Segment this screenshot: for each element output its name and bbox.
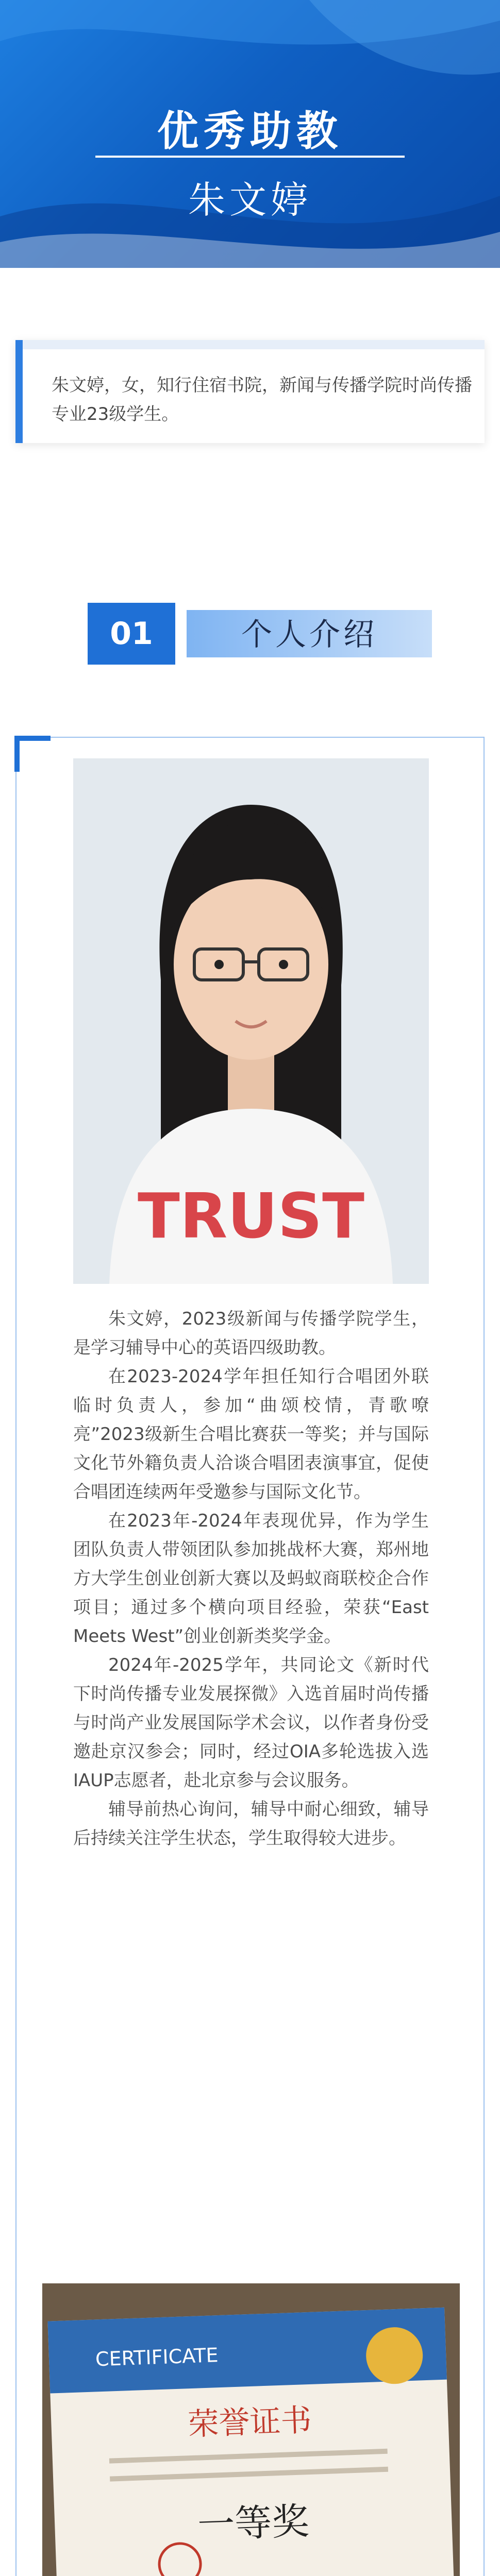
intro-paragraph: 2024年-2025学年，共同论文《新时代下时尚传播专业发展探微》入选首届时尚传播与时尚产业发展国际学术会议，以作者身份受邀赴京汉参会；同时，经过OIA多轮选拔入选IAUP志愿者，赴北京参与会议服务。 xyxy=(73,1655,429,1791)
certificate-photo xyxy=(42,2283,460,2576)
shirt-print: TRUST xyxy=(138,1181,364,1252)
tutor-name: 朱文婷 xyxy=(188,178,312,222)
intro-paragraph: 在2023-2024学年担任知行合唱团外联临时负责人，参加“曲颂校情，青歌嘹亮”2023级新生合唱比赛获一等奖；并与国际文化节外籍负责人洽谈合唱团表演事宜，促使合唱团连续两年受邀参与国际文化节。 xyxy=(73,1366,429,1502)
intro-card-accent xyxy=(15,340,23,443)
portrait-photo xyxy=(73,758,429,1284)
section-number: 01 xyxy=(88,603,175,665)
intro-card xyxy=(15,340,485,443)
certificate-title: 荣誉证书 xyxy=(187,2402,312,2443)
header-banner xyxy=(0,0,500,268)
section-title: 个人介绍 xyxy=(186,609,433,658)
intro-text: 朱文婷，女，知行住宿书院，新闻与传播学院时尚传播专业23级学生。 xyxy=(52,375,472,425)
section-intro-frame xyxy=(15,737,485,2576)
intro-paragraph: 朱文婷，2023级新闻与传播学院学生，是学习辅导中心的英语四级助教。 xyxy=(73,1309,429,1358)
page-title: 优秀助教 xyxy=(157,107,343,155)
title-divider xyxy=(95,156,405,158)
section-header-intro xyxy=(15,603,485,665)
intro-paragraph: 在2023年-2024年表现优异，作为学生团队负责人带领团队参加挑战杯大赛，郑州地方大学生创业创新大赛以及蚂蚁商联校企合作项目；通过多个横向项目经验，荣获“East Meets West”创业创新类奖学金。 xyxy=(73,1511,429,1647)
intro-paragraphs xyxy=(73,1304,429,1853)
frame-corner xyxy=(14,736,51,772)
intro-paragraph: 辅导前热心询问，辅导中耐心细致，辅导后持续关注学生状态，学生取得较大进步。 xyxy=(73,1799,429,1849)
certificate-award: 一等奖 xyxy=(196,2499,310,2547)
intro-card-stripe xyxy=(15,340,485,349)
certificate-heading: CERTIFICATE xyxy=(95,2344,219,2371)
